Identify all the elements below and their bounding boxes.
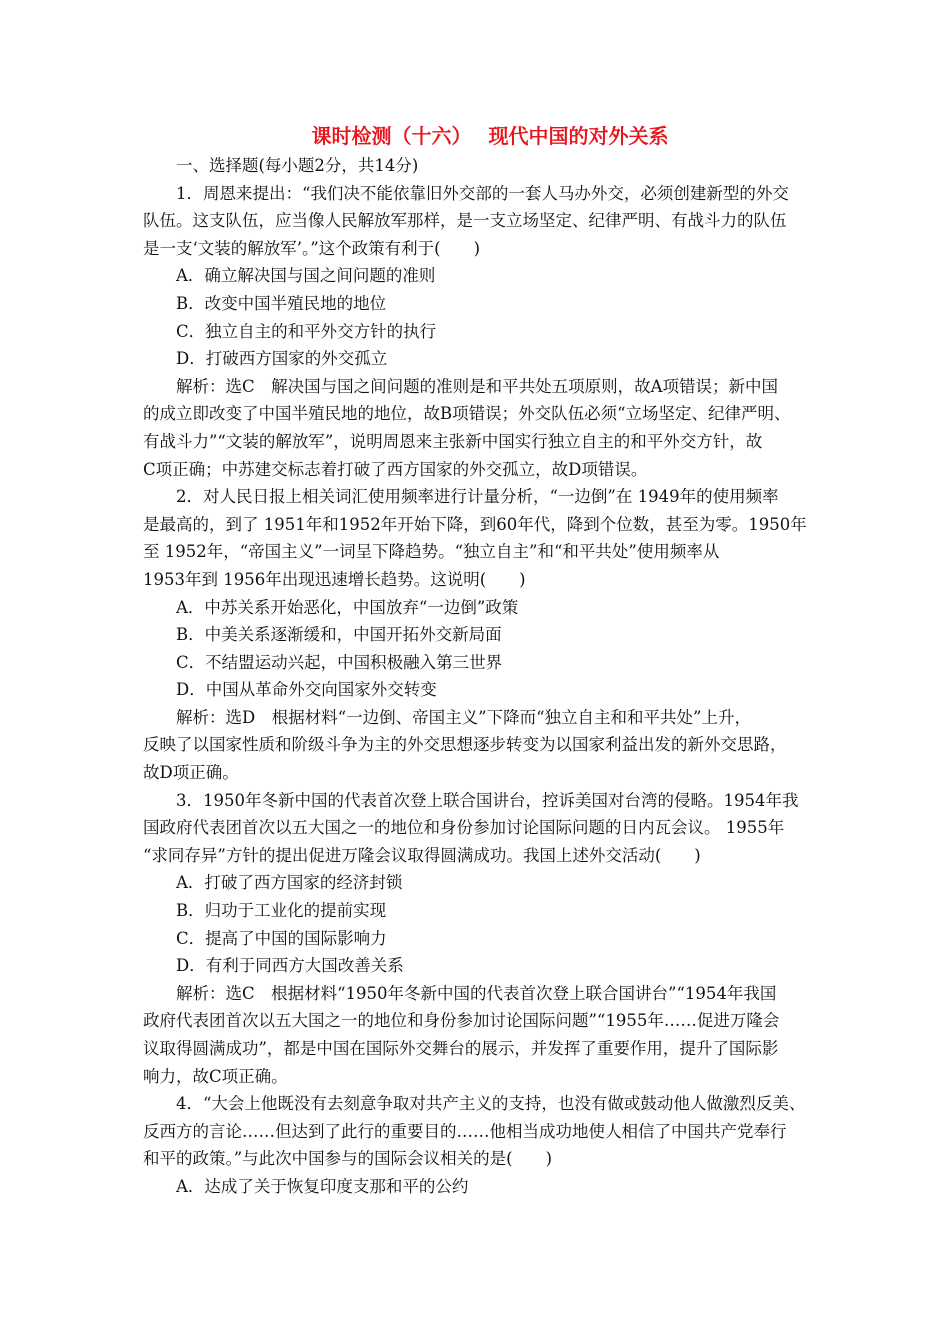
text-line: 反西方的言论……但达到了此行的重要目的……他相当成功地使人相信了中国共产党奉行 xyxy=(143,1121,787,1141)
text-line: A．中苏关系开始恶化，中国放弃“一边倒”政策 xyxy=(176,597,519,617)
text-line: 国政府代表团首次以五大国之一的地位和身份参加讨论国际问题的日内瓦会议。 1955年 xyxy=(143,818,785,838)
text-line: 队伍。这支队伍，应当像人民解放军那样，是一支立场坚定、纪律严明、有战斗力的队伍 xyxy=(143,211,787,231)
text-line: B．中美关系逐渐缓和，中国开拓外交新局面 xyxy=(176,625,502,645)
document-body xyxy=(143,180,823,1201)
text-line: 故D项正确。 xyxy=(143,763,239,783)
page-title: 课时检测（十六） 现代中国的对外关系 xyxy=(311,124,669,148)
text-line: 的成立即改变了中国半殖民地的地位，故B项错误；外交队伍必须“立场坚定、纪律严明、 xyxy=(143,404,791,424)
text-line: 响力，故C项正确。 xyxy=(143,1066,288,1086)
text-line: 有战斗力”“文装的解放军”，说明周恩来主张新中国实行独立自主的和平外交方针，故 xyxy=(143,431,763,451)
text-line: 4．“大会上他既没有去刻意争取对共产主义的支持，也没有做或鼓动他人做激烈反美、 xyxy=(176,1094,806,1114)
text-line: “求同存异”方针的提出促进万隆会议取得圆满成功。我国上述外交活动( ) xyxy=(143,845,701,865)
text-line: 和平的政策。”与此次中国参与的国际会议相关的是( ) xyxy=(143,1149,553,1169)
text-line: 解析：选C 解决国与国之间问题的准则是和平共处五项原则，故A项错误；新中国 xyxy=(176,376,779,396)
text-line: 解析：选C 根据材料“1950年冬新中国的代表首次登上联合国讲台”“1954年我国 xyxy=(176,983,777,1003)
text-line: 1953年到 1956年出现迅速增长趋势。这说明( ) xyxy=(143,569,526,589)
text-line: C．提高了中国的国际影响力 xyxy=(176,928,387,948)
document-page xyxy=(143,122,823,1201)
text-line: D．打破西方国家的外交孤立 xyxy=(176,349,388,369)
text-line: 至 1952年，“帝国主义”一词呈下降趋势。“独立自主”和“和平共处”使用频率从 xyxy=(143,542,720,562)
text-line: B．改变中国半殖民地的地位 xyxy=(176,293,387,313)
text-line: 1．周恩来提出：“我们决不能依靠旧外交部的一套人马办外交，必须创建新型的外交 xyxy=(176,183,789,203)
text-line: A．打破了西方国家的经济封锁 xyxy=(176,873,403,893)
text-line: 议取得圆满成功”，都是中国在国际外交舞台的展示，并发挥了重要作用，提升了国际影 xyxy=(143,1039,779,1058)
text-line: 2．对人民日报上相关词汇使用频率进行计量分析，“一边倒”在 1949年的使用频率 xyxy=(176,487,779,507)
text-line: D．有利于同西方大国改善关系 xyxy=(176,956,404,976)
text-line: 政府代表团首次以五大国之一的地位和身份参加讨论国际问题”“1955年……促进万隆会 xyxy=(143,1011,780,1031)
text-line: 是最高的，到了 1951年和1952年开始下降，到60年代，降到个位数，甚至为零。1950年 xyxy=(143,514,807,534)
text-line: 反映了以国家性质和阶级斗争为主的外交思想逐步转变为以国家利益出发的新外交思路， xyxy=(143,735,787,755)
text-line: A．确立解决国与国之间问题的准则 xyxy=(176,266,436,286)
text-line: 是一支‘文装的解放军’。”这个政策有利于( ) xyxy=(143,238,481,258)
text-line: C项正确；中苏建交标志着打破了西方国家的外交孤立，故D项错误。 xyxy=(143,459,648,479)
text-line: 3．1950年冬新中国的代表首次登上联合国讲台，控诉美国对台湾的侵略。1954年我 xyxy=(176,790,799,810)
text-line: 解析：选D 根据材料“一边倒、帝国主义”下降而“独立自主和和平共处”上升， xyxy=(176,707,751,727)
text-line: C．独立自主的和平外交方针的执行 xyxy=(176,321,437,341)
section-heading: 一、选择题(每小题2分，共14分) xyxy=(176,156,419,175)
text-line: D．中国从革命外交向国家外交转变 xyxy=(176,680,437,700)
text-line: C．不结盟运动兴起，中国积极融入第三世界 xyxy=(176,652,503,672)
text-line: B．归功于工业化的提前实现 xyxy=(176,901,387,921)
text-line: A．达成了关于恢复印度支那和平的公约 xyxy=(176,1176,469,1196)
